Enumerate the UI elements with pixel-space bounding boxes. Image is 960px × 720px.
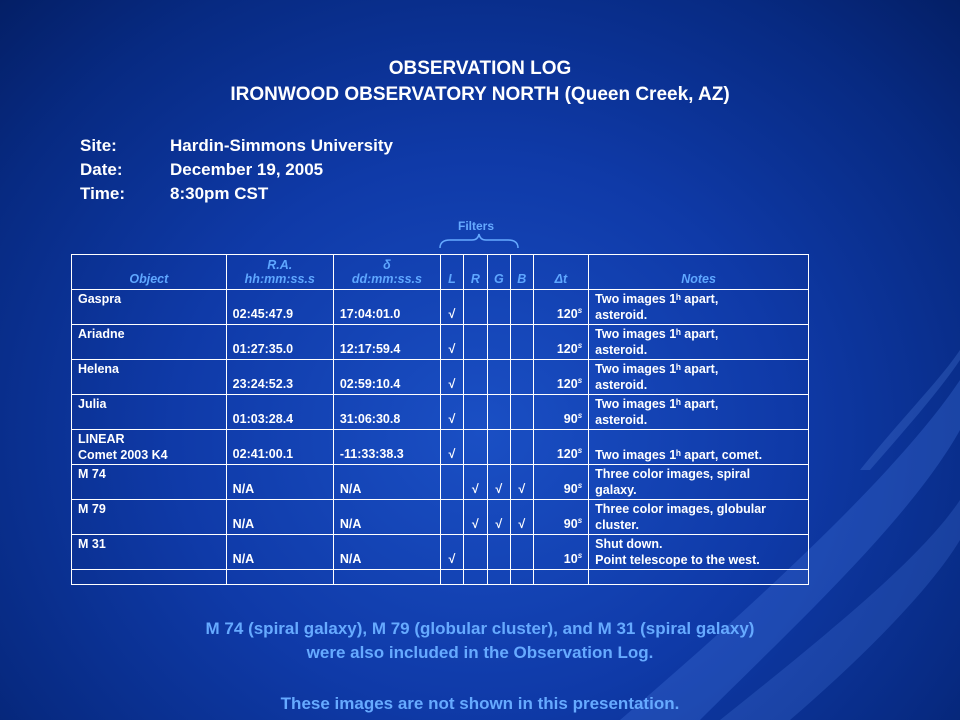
- cell-empty: [72, 570, 227, 585]
- table-row-empty: [72, 570, 809, 585]
- cell-dec: N/A: [333, 535, 440, 570]
- cell-object: M 74: [72, 465, 227, 500]
- table-row: [72, 535, 809, 570]
- cell-filter-b: [510, 325, 533, 360]
- cell-dt: 120$^s$: [533, 360, 588, 395]
- cell-filter-r: [463, 290, 487, 325]
- cell-empty: [510, 570, 533, 585]
- cell-dt: 90$^s$: [533, 500, 588, 535]
- cell-filter-g: [487, 395, 510, 430]
- cell-filter-l: √: [440, 290, 463, 325]
- cell-dt: 10$^s$: [533, 535, 588, 570]
- observation-log-table: [71, 254, 809, 585]
- header-filter-b: B: [510, 255, 533, 290]
- cell-notes: Two images 1ʰ apart, asteroid.: [589, 290, 809, 325]
- cell-object: LINEAR Comet 2003 K4: [72, 430, 227, 465]
- cell-filter-l: [440, 465, 463, 500]
- title-line-2: IRONWOOD OBSERVATORY NORTH (Queen Creek, AZ): [230, 84, 730, 105]
- cell-filter-b: √: [510, 500, 533, 535]
- cell-object: Ariadne: [72, 325, 227, 360]
- cell-dec: N/A: [333, 465, 440, 500]
- cell-filter-g: √: [487, 500, 510, 535]
- cell-object: Helena: [72, 360, 227, 395]
- info-site-label: Site:: [80, 136, 117, 155]
- footer-line-3: These images are not shown in this presentation.: [280, 694, 680, 713]
- cell-empty: [463, 570, 487, 585]
- header-ra: R.A. hh:mm:ss.s: [226, 255, 333, 290]
- cell-filter-g: [487, 290, 510, 325]
- cell-dec: N/A: [333, 500, 440, 535]
- cell-filter-r: [463, 535, 487, 570]
- info-site-value: Hardin-Simmons University: [170, 136, 393, 155]
- cell-filter-l: [440, 500, 463, 535]
- table-row: [72, 360, 809, 395]
- cell-dt: 120$^s$: [533, 290, 588, 325]
- table-header-row: [72, 255, 809, 290]
- title-line-1: OBSERVATION LOG: [388, 58, 572, 79]
- cell-notes: Two images 1ʰ apart, asteroid.: [589, 325, 809, 360]
- cell-filter-r: [463, 430, 487, 465]
- cell-filter-r: √: [463, 465, 487, 500]
- header-filter-l: L: [440, 255, 463, 290]
- cell-filter-l: √: [440, 395, 463, 430]
- header-dec: δ dd:mm:ss.s: [333, 255, 440, 290]
- cell-empty: [226, 570, 333, 585]
- cell-filter-g: √: [487, 465, 510, 500]
- header-filter-g: G: [487, 255, 510, 290]
- cell-notes: Three color images, globular cluster.: [589, 500, 809, 535]
- cell-filter-g: [487, 360, 510, 395]
- cell-ra: N/A: [226, 500, 333, 535]
- cell-empty: [589, 570, 809, 585]
- cell-filter-r: [463, 325, 487, 360]
- cell-ra: 01:27:35.0: [226, 325, 333, 360]
- cell-notes: Two images 1ʰ apart, comet.: [589, 430, 809, 465]
- cell-filter-g: [487, 325, 510, 360]
- info-time-value: 8:30pm CST: [170, 184, 269, 203]
- cell-notes: Two images 1ʰ apart, asteroid.: [589, 395, 809, 430]
- header-dt: Δt: [533, 255, 588, 290]
- cell-empty: [533, 570, 588, 585]
- cell-filter-b: √: [510, 465, 533, 500]
- info-date-label: Date:: [80, 160, 123, 179]
- cell-filter-b: [510, 430, 533, 465]
- cell-object: Gaspra: [72, 290, 227, 325]
- table-row: [72, 465, 809, 500]
- table-row: [72, 290, 809, 325]
- footer-line-2: were also included in the Observation Log.: [306, 643, 654, 662]
- info-time: [80, 184, 268, 204]
- filters-label: Filters: [458, 219, 495, 233]
- cell-ra: 01:03:28.4: [226, 395, 333, 430]
- cell-filter-r: [463, 360, 487, 395]
- cell-empty: [487, 570, 510, 585]
- cell-filter-r: [463, 395, 487, 430]
- cell-filter-g: [487, 535, 510, 570]
- table-row: [72, 500, 809, 535]
- cell-filter-b: [510, 360, 533, 395]
- cell-filter-g: [487, 430, 510, 465]
- cell-dt: 90$^s$: [533, 395, 588, 430]
- cell-notes: Three color images, spiral galaxy.: [589, 465, 809, 500]
- info-time-label: Time:: [80, 184, 126, 203]
- cell-ra: 02:45:47.9: [226, 290, 333, 325]
- cell-object: Julia: [72, 395, 227, 430]
- cell-dec: 12:17:59.4: [333, 325, 440, 360]
- cell-dec: 31:06:30.8: [333, 395, 440, 430]
- header-notes: Notes: [589, 255, 809, 290]
- cell-filter-r: √: [463, 500, 487, 535]
- cell-ra: N/A: [226, 535, 333, 570]
- cell-dec: 02:59:10.4: [333, 360, 440, 395]
- cell-ra: 02:41:00.1: [226, 430, 333, 465]
- cell-empty: [440, 570, 463, 585]
- cell-dec: -11:33:38.3: [333, 430, 440, 465]
- cell-dt: 120$^s$: [533, 325, 588, 360]
- table-row: [72, 395, 809, 430]
- cell-object: M 79: [72, 500, 227, 535]
- cell-filter-l: √: [440, 360, 463, 395]
- cell-filter-l: √: [440, 535, 463, 570]
- cell-dec: 17:04:01.0: [333, 290, 440, 325]
- table-row: [72, 430, 809, 465]
- table-row: [72, 325, 809, 360]
- header-object: Object: [72, 255, 227, 290]
- filters-brace-icon: [438, 232, 520, 250]
- info-date-value: December 19, 2005: [170, 160, 324, 179]
- cell-notes: Two images 1ʰ apart, asteroid.: [589, 360, 809, 395]
- cell-filter-l: √: [440, 430, 463, 465]
- cell-empty: [333, 570, 440, 585]
- cell-notes: Shut down. Point telescope to the west.: [589, 535, 809, 570]
- footer-line-1: M 74 (spiral galaxy), M 79 (globular cluster), and M 31 (spiral galaxy): [205, 619, 755, 638]
- cell-ra: N/A: [226, 465, 333, 500]
- header-filter-r: R: [463, 255, 487, 290]
- cell-object: M 31: [72, 535, 227, 570]
- cell-ra: 23:24:52.3: [226, 360, 333, 395]
- cell-filter-b: [510, 290, 533, 325]
- cell-dt: 120$^s$: [533, 430, 588, 465]
- info-site: [80, 136, 393, 156]
- cell-filter-b: [510, 395, 533, 430]
- cell-filter-b: [510, 535, 533, 570]
- cell-filter-l: √: [440, 325, 463, 360]
- info-date: [80, 160, 323, 180]
- cell-dt: 90$^s$: [533, 465, 588, 500]
